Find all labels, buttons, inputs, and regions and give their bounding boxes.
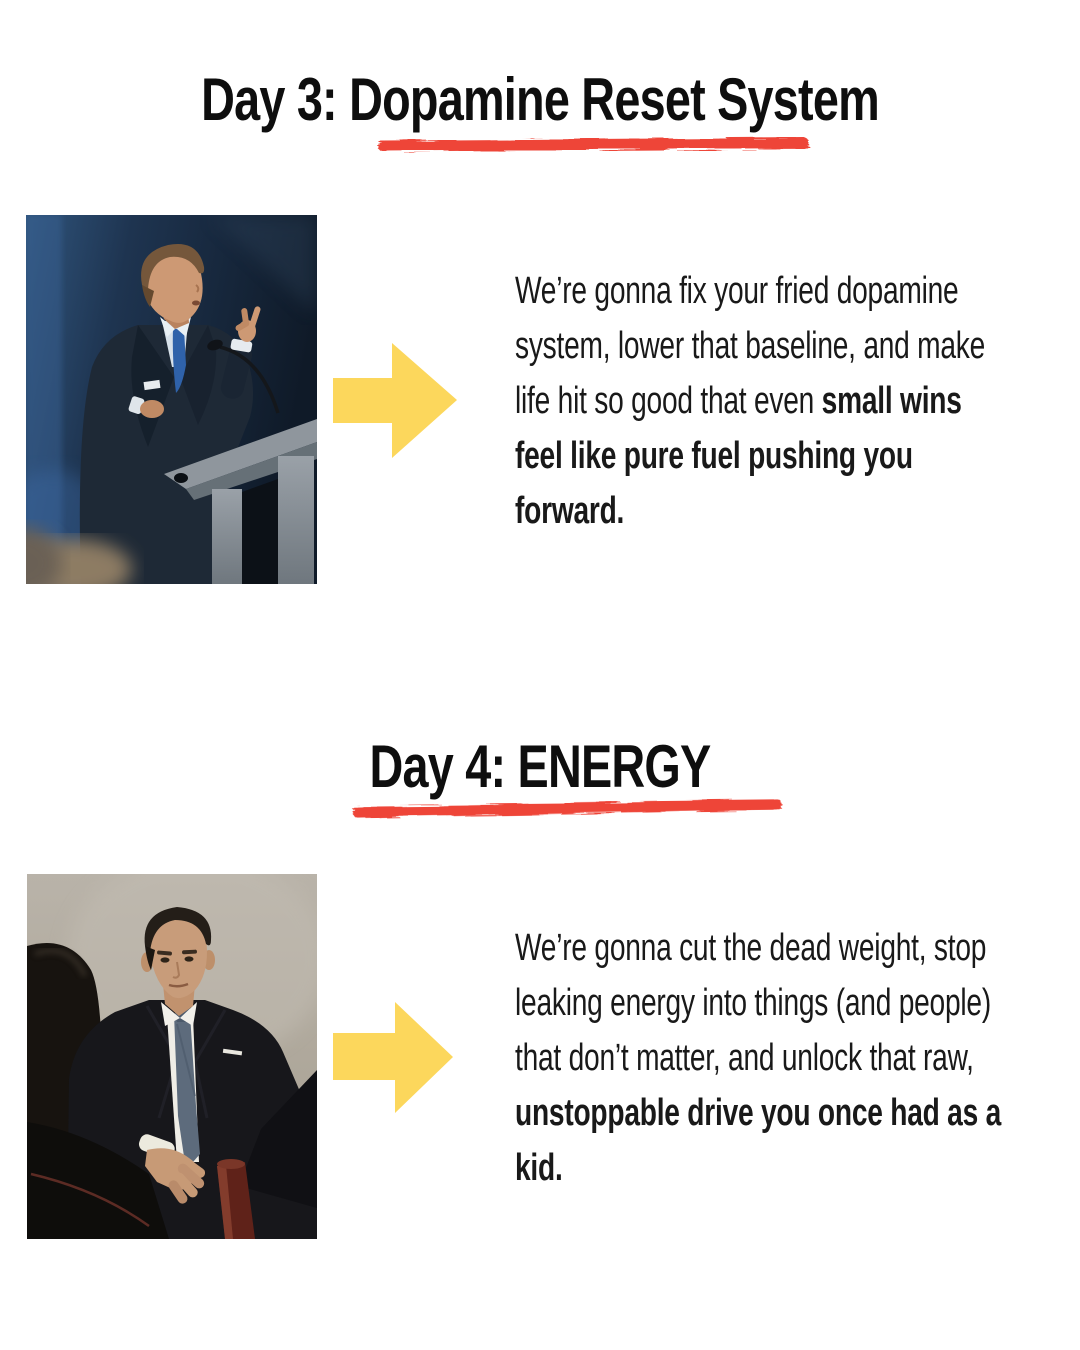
paragraph-line — [515, 429, 985, 484]
text-segment: system, lower that baseline, and make — [515, 325, 986, 367]
paragraph-line — [515, 1086, 1001, 1141]
section-day3-heading: Day 3: Dopamine Reset System — [201, 66, 879, 133]
bold-text-segment: unstoppable drive you once had as a — [515, 1092, 1002, 1134]
arrow-right-icon — [333, 1002, 453, 1113]
bold-text-segment: forward. — [515, 490, 625, 532]
text-segment: life hit so good that even — [515, 380, 822, 422]
executive-photo-illustration — [27, 874, 317, 1239]
bold-text-segment: kid. — [515, 1147, 563, 1189]
paragraph-line — [515, 1141, 1001, 1196]
paragraph-line — [515, 374, 985, 429]
text-segment: We’re gonna cut the dead weight, stop — [515, 927, 987, 969]
section-day3-paragraph — [515, 264, 1080, 539]
text-segment: We’re gonna fix your fried dopamine — [515, 270, 959, 312]
speaker-photo-illustration — [26, 215, 317, 584]
paragraph-line — [515, 976, 1001, 1031]
text-segment: leaking energy into things (and people) — [515, 982, 991, 1024]
bold-text-segment: small wins — [821, 380, 962, 422]
paragraph-line — [515, 319, 985, 374]
paragraph-line — [515, 484, 985, 539]
red-underline-scribble-icon — [347, 794, 788, 825]
section-day4-paragraph — [515, 921, 1080, 1196]
speaker-at-podium-photo — [26, 215, 317, 584]
section-day4-heading: Day 4: ENERGY — [369, 733, 711, 800]
red-underline-scribble-icon — [372, 132, 815, 158]
paragraph-line — [515, 1031, 1001, 1086]
text-segment: that don’t matter, and unlock that raw, — [515, 1037, 974, 1079]
arrow-right-icon — [333, 343, 457, 458]
paragraph-line — [515, 264, 985, 319]
executive-in-chair-photo — [27, 874, 317, 1239]
bold-text-segment: feel like pure fuel pushing you — [515, 435, 913, 477]
paragraph-line — [515, 921, 1001, 976]
